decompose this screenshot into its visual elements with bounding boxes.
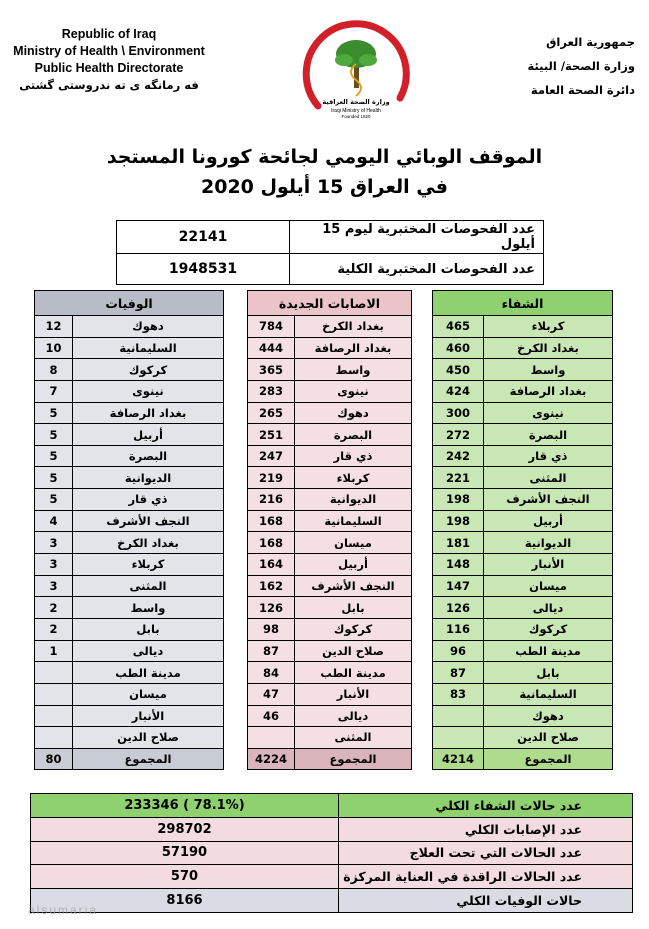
- recoveries-row-governorate: بابل: [484, 662, 613, 684]
- summary-row-label: عدد حالات الشفاء الكلي: [339, 794, 633, 818]
- deaths-row: [35, 554, 224, 576]
- deaths-row-value: 3: [35, 532, 73, 554]
- deaths-row-governorate: ديالى: [73, 640, 224, 662]
- deaths-row-governorate: ميسان: [73, 683, 224, 705]
- deaths-row-governorate: الأنبار: [73, 705, 224, 727]
- recoveries-row-value: 96: [433, 640, 484, 662]
- summary-row: [31, 841, 633, 865]
- deaths-row-value: 12: [35, 316, 73, 338]
- recoveries-row-value: 198: [433, 489, 484, 511]
- new-cases-row-governorate: كركوك: [295, 618, 412, 640]
- deaths-row: [35, 445, 224, 467]
- recoveries-row-value: 126: [433, 597, 484, 619]
- new-cases-row-governorate: نينوى: [295, 380, 412, 402]
- new-cases-row: [248, 727, 412, 749]
- recoveries-row-value: 181: [433, 532, 484, 554]
- deaths-total-value: 80: [35, 748, 73, 770]
- deaths-row: [35, 662, 224, 684]
- recoveries-total-label: المجموع: [484, 748, 613, 770]
- deaths-row-governorate: نينوى: [73, 380, 224, 402]
- deaths-row: [35, 575, 224, 597]
- new-cases-row-value: 247: [248, 445, 295, 467]
- new-cases-row: [248, 618, 412, 640]
- deaths-row: [35, 640, 224, 662]
- new-cases-row-value: 87: [248, 640, 295, 662]
- recoveries-row-value: 460: [433, 337, 484, 359]
- deaths-row-governorate: بغداد الكرخ: [73, 532, 224, 554]
- new-cases-row: [248, 640, 412, 662]
- recoveries-row-value: 198: [433, 510, 484, 532]
- totals-summary-table: [30, 793, 633, 913]
- new-cases-row-value: 164: [248, 554, 295, 576]
- summary-row-label: عدد الحالات الراقدة في العناية المركزة: [339, 865, 633, 889]
- recoveries-row: [433, 467, 613, 489]
- deaths-row-value: 5: [35, 424, 73, 446]
- new-cases-heading-row: [248, 291, 412, 316]
- new-cases-row: [248, 683, 412, 705]
- deaths-row-governorate: مدينة الطب: [73, 662, 224, 684]
- summary-row-value: 8166: [31, 889, 339, 913]
- tests-total-row: [117, 254, 544, 285]
- deaths-row-governorate: المثنى: [73, 575, 224, 597]
- recoveries-row-governorate: بغداد الكرخ: [484, 337, 613, 359]
- new-cases-total-value: 4224: [248, 748, 295, 770]
- new-cases-row-governorate: أربيل: [295, 554, 412, 576]
- deaths-row-governorate: السليمانية: [73, 337, 224, 359]
- recoveries-row-governorate: نينوى: [484, 402, 613, 424]
- deaths-row-value: 2: [35, 597, 73, 619]
- header-en-line-1: Republic of Iraq: [61, 27, 157, 41]
- header-ar-line-1: جمهورية العراق: [546, 35, 635, 49]
- recoveries-row-governorate: مدينة الطب: [484, 640, 613, 662]
- new-cases-row-value: [248, 727, 295, 749]
- logo-text-founded: Founded 1920: [341, 114, 371, 119]
- summary-row: [31, 889, 633, 913]
- recoveries-row-governorate: واسط: [484, 359, 613, 381]
- summary-row-value: 233346 ( 78.1%): [31, 794, 339, 818]
- recoveries-row-value: 147: [433, 575, 484, 597]
- header-arabic: [485, 30, 635, 102]
- deaths-row-value: 7: [35, 380, 73, 402]
- new-cases-row-value: 219: [248, 467, 295, 489]
- deaths-row-value: 1: [35, 640, 73, 662]
- recoveries-row: [433, 510, 613, 532]
- report-title: الموقف الوبائي اليومي لجائحة كورونا المستجد: [106, 146, 543, 168]
- summary-row-label: حالات الوفيات الكلي: [339, 889, 633, 913]
- deaths-row-value: 5: [35, 445, 73, 467]
- summary-row-label: عدد الإصابات الكلي: [339, 817, 633, 841]
- recoveries-row-governorate: كربلاء: [484, 316, 613, 338]
- new-cases-row-governorate: المثنى: [295, 727, 412, 749]
- new-cases-row: [248, 467, 412, 489]
- header-ar-line-3: دائرة الصحة العامة: [530, 83, 635, 97]
- new-cases-row-value: 126: [248, 597, 295, 619]
- recoveries-row: [433, 316, 613, 338]
- deaths-row-governorate: ذي قار: [73, 489, 224, 511]
- summary-row-value: 570: [31, 865, 339, 889]
- new-cases-row: [248, 359, 412, 381]
- new-cases-row-governorate: دهوك: [295, 402, 412, 424]
- new-cases-total-row: [248, 748, 412, 770]
- deaths-row: [35, 597, 224, 619]
- recoveries-row-governorate: ميسان: [484, 575, 613, 597]
- recoveries-row-value: 450: [433, 359, 484, 381]
- recoveries-row-governorate: ديالى: [484, 597, 613, 619]
- deaths-row-governorate: بغداد الرصافة: [73, 402, 224, 424]
- recoveries-row-governorate: أربيل: [484, 510, 613, 532]
- recoveries-row: [433, 575, 613, 597]
- recoveries-row-governorate: بغداد الرصافة: [484, 380, 613, 402]
- deaths-row: [35, 489, 224, 511]
- new-cases-row-value: 168: [248, 532, 295, 554]
- new-cases-row-value: 46: [248, 705, 295, 727]
- recoveries-heading-row: [433, 291, 613, 316]
- tests-daily-label: عدد الفحوصات المختبرية ليوم 15 أيلول: [290, 221, 544, 254]
- deaths-row: [35, 727, 224, 749]
- deaths-heading-row: [35, 291, 224, 316]
- deaths-heading: الوفيات: [35, 291, 224, 316]
- new-cases-row: [248, 445, 412, 467]
- lab-tests-table: [116, 220, 544, 285]
- recoveries-row: [433, 640, 613, 662]
- new-cases-heading: الاصابات الجديدة: [248, 291, 412, 316]
- new-cases-row-value: 265: [248, 402, 295, 424]
- header-ar-line-2: وزارة الصحة/ البيئة: [527, 59, 635, 73]
- recoveries-row-governorate: النجف الأشرف: [484, 489, 613, 511]
- new-cases-row: [248, 662, 412, 684]
- new-cases-row-value: 784: [248, 316, 295, 338]
- deaths-row-value: 10: [35, 337, 73, 359]
- recoveries-row-value: 424: [433, 380, 484, 402]
- recoveries-row: [433, 402, 613, 424]
- new-cases-row-governorate: ميسان: [295, 532, 412, 554]
- deaths-row: [35, 510, 224, 532]
- recoveries-row-value: 300: [433, 402, 484, 424]
- deaths-row-governorate: النجف الأشرف: [73, 510, 224, 532]
- recoveries-row: [433, 532, 613, 554]
- logo-text-ar: وزارة الصحة العراقية: [322, 98, 390, 106]
- deaths-row-value: 5: [35, 489, 73, 511]
- header-en-line-3: Public Health Directorate: [34, 61, 184, 75]
- deaths-row-governorate: كركوك: [73, 359, 224, 381]
- new-cases-row: [248, 510, 412, 532]
- new-cases-row-governorate: السليمانية: [295, 510, 412, 532]
- new-cases-row-value: 162: [248, 575, 295, 597]
- recoveries-row-value: 221: [433, 467, 484, 489]
- deaths-row: [35, 337, 224, 359]
- new-cases-row: [248, 532, 412, 554]
- recoveries-row: [433, 489, 613, 511]
- ministry-logo: [296, 14, 416, 126]
- summary-row-value: 57190: [31, 841, 339, 865]
- new-cases-row-governorate: بغداد الكرخ: [295, 316, 412, 338]
- deaths-row: [35, 532, 224, 554]
- new-cases-row-governorate: ذي قار: [295, 445, 412, 467]
- ministry-logo-icon: [296, 14, 416, 126]
- deaths-row-value: 8: [35, 359, 73, 381]
- watermark: alsumaria: [28, 903, 99, 917]
- new-cases-row: [248, 424, 412, 446]
- new-cases-row-governorate: واسط: [295, 359, 412, 381]
- new-cases-row: [248, 597, 412, 619]
- deaths-row: [35, 380, 224, 402]
- deaths-row-value: 3: [35, 554, 73, 576]
- recoveries-row-value: 465: [433, 316, 484, 338]
- deaths-row-value: 4: [35, 510, 73, 532]
- recoveries-row: [433, 445, 613, 467]
- deaths-row-value: [35, 727, 73, 749]
- deaths-row-governorate: أربيل: [73, 424, 224, 446]
- new-cases-row-value: 283: [248, 380, 295, 402]
- recoveries-row-value: 87: [433, 662, 484, 684]
- deaths-row-governorate: واسط: [73, 597, 224, 619]
- deaths-row-value: [35, 683, 73, 705]
- new-cases-row: [248, 402, 412, 424]
- deaths-row: [35, 467, 224, 489]
- deaths-row-governorate: دهوك: [73, 316, 224, 338]
- deaths-row-governorate: بابل: [73, 618, 224, 640]
- new-cases-row-governorate: صلاح الدين: [295, 640, 412, 662]
- deaths-total-label: المجموع: [73, 748, 224, 770]
- new-cases-row-value: 168: [248, 510, 295, 532]
- new-cases-row-governorate: مدينة الطب: [295, 662, 412, 684]
- deaths-row-value: [35, 705, 73, 727]
- deaths-row: [35, 316, 224, 338]
- new-cases-row: [248, 316, 412, 338]
- recoveries-row: [433, 597, 613, 619]
- new-cases-row-governorate: بغداد الرصافة: [295, 337, 412, 359]
- new-cases-row-governorate: النجف الأشرف: [295, 575, 412, 597]
- new-cases-row-governorate: البصرة: [295, 424, 412, 446]
- new-cases-row-value: 47: [248, 683, 295, 705]
- deaths-row: [35, 402, 224, 424]
- recoveries-row-value: [433, 705, 484, 727]
- recoveries-row-value: 83: [433, 683, 484, 705]
- recoveries-row: [433, 683, 613, 705]
- new-cases-row-value: 216: [248, 489, 295, 511]
- logo-text-en: Iraqi Ministry of Health: [331, 108, 381, 114]
- tests-daily-value: 22141: [117, 221, 290, 254]
- header-en-line-4: فه رمانگه ى ته ندروستى گشتى: [19, 78, 199, 92]
- recoveries-row: [433, 380, 613, 402]
- recoveries-row-governorate: كركوك: [484, 618, 613, 640]
- recoveries-row: [433, 424, 613, 446]
- new-cases-row-governorate: الديوانية: [295, 489, 412, 511]
- recoveries-total-row: [433, 748, 613, 770]
- summary-row: [31, 817, 633, 841]
- new-cases-row-value: 84: [248, 662, 295, 684]
- header-en-line-2: Ministry of Health \ Environment: [13, 44, 205, 58]
- deaths-table: [34, 290, 224, 770]
- new-cases-row: [248, 575, 412, 597]
- new-cases-row-value: 444: [248, 337, 295, 359]
- recoveries-row-governorate: الأنبار: [484, 554, 613, 576]
- recoveries-heading: الشفاء: [433, 291, 613, 316]
- deaths-row: [35, 359, 224, 381]
- new-cases-total-label: المجموع: [295, 748, 412, 770]
- new-cases-row: [248, 705, 412, 727]
- recoveries-row-governorate: صلاح الدين: [484, 727, 613, 749]
- deaths-row-governorate: البصرة: [73, 445, 224, 467]
- deaths-total-row: [35, 748, 224, 770]
- recoveries-row-governorate: دهوك: [484, 705, 613, 727]
- deaths-row-value: 5: [35, 402, 73, 424]
- new-cases-row-value: 365: [248, 359, 295, 381]
- summary-row-label: عدد الحالات التي تحت العلاج: [339, 841, 633, 865]
- recoveries-row-governorate: الديوانية: [484, 532, 613, 554]
- deaths-row: [35, 618, 224, 640]
- tests-total-value: 1948531: [117, 254, 290, 285]
- new-cases-row-governorate: الأنبار: [295, 683, 412, 705]
- recoveries-row: [433, 359, 613, 381]
- deaths-row-governorate: الديوانية: [73, 467, 224, 489]
- tests-daily-row: [117, 221, 544, 254]
- new-cases-row: [248, 554, 412, 576]
- recoveries-row-governorate: السليمانية: [484, 683, 613, 705]
- deaths-row-governorate: كربلاء: [73, 554, 224, 576]
- recoveries-row: [433, 727, 613, 749]
- recoveries-total-value: 4214: [433, 748, 484, 770]
- recoveries-row: [433, 554, 613, 576]
- new-cases-row: [248, 337, 412, 359]
- tests-total-label: عدد الفحوصات المختبرية الكلية: [290, 254, 544, 285]
- deaths-row-value: 2: [35, 618, 73, 640]
- new-cases-row-value: 98: [248, 618, 295, 640]
- recoveries-row-governorate: البصرة: [484, 424, 613, 446]
- deaths-row: [35, 683, 224, 705]
- summary-row: [31, 865, 633, 889]
- recoveries-row-value: 116: [433, 618, 484, 640]
- new-cases-row-governorate: ديالى: [295, 705, 412, 727]
- new-cases-table: [247, 290, 412, 770]
- recoveries-row: [433, 705, 613, 727]
- recoveries-row-governorate: ذي قار: [484, 445, 613, 467]
- deaths-row: [35, 424, 224, 446]
- deaths-row-value: 5: [35, 467, 73, 489]
- recoveries-row-value: 242: [433, 445, 484, 467]
- recoveries-row: [433, 337, 613, 359]
- new-cases-row-value: 251: [248, 424, 295, 446]
- new-cases-row: [248, 380, 412, 402]
- recoveries-row: [433, 618, 613, 640]
- recoveries-row-value: [433, 727, 484, 749]
- summary-row: [31, 794, 633, 818]
- recoveries-row-value: 148: [433, 554, 484, 576]
- recoveries-row: [433, 662, 613, 684]
- summary-row-value: 298702: [31, 817, 339, 841]
- new-cases-row-governorate: كربلاء: [295, 467, 412, 489]
- report-subtitle-date: في العراق 15 أيلول 2020: [201, 176, 448, 198]
- new-cases-row-governorate: بابل: [295, 597, 412, 619]
- header-english: [4, 26, 214, 94]
- new-cases-row: [248, 489, 412, 511]
- recoveries-table: [432, 290, 613, 770]
- recoveries-row-governorate: المثنى: [484, 467, 613, 489]
- deaths-row: [35, 705, 224, 727]
- recoveries-row-value: 272: [433, 424, 484, 446]
- deaths-row-governorate: صلاح الدين: [73, 727, 224, 749]
- deaths-row-value: 3: [35, 575, 73, 597]
- deaths-row-value: [35, 662, 73, 684]
